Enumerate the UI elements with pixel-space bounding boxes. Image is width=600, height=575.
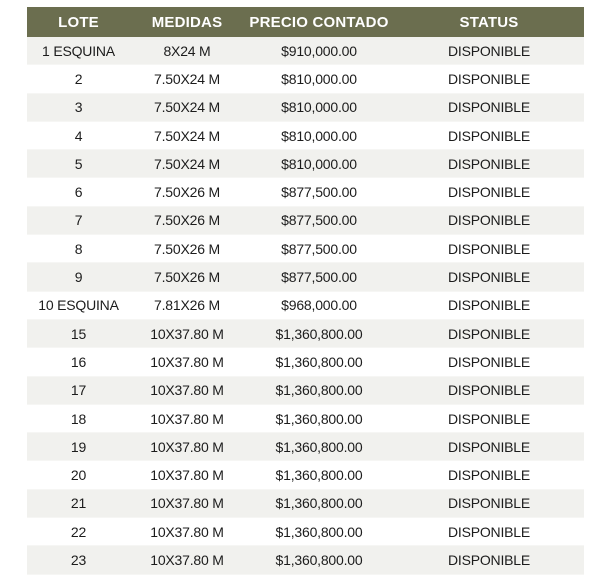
cell-status: DISPONIBLE (394, 319, 584, 347)
price-table (27, 7, 584, 575)
cell-lote: 5 (27, 150, 130, 178)
cell-medidas: 7.50X26 M (130, 206, 244, 234)
cell-precio-contado: $1,360,800.00 (244, 348, 394, 376)
table-row (27, 206, 584, 234)
cell-precio-contado: $877,500.00 (244, 206, 394, 234)
cell-status: DISPONIBLE (394, 235, 584, 263)
cell-medidas: 10X37.80 M (130, 376, 244, 404)
cell-medidas: 7.50X24 M (130, 150, 244, 178)
cell-status: DISPONIBLE (394, 546, 584, 574)
cell-medidas: 7.50X26 M (130, 263, 244, 291)
cell-medidas: 10X37.80 M (130, 348, 244, 376)
cell-medidas: 7.81X26 M (130, 291, 244, 319)
table-body (27, 37, 584, 574)
cell-status: DISPONIBLE (394, 376, 584, 404)
cell-status: DISPONIBLE (394, 291, 584, 319)
header-medidas: MEDIDAS (130, 7, 244, 37)
cell-medidas: 7.50X26 M (130, 235, 244, 263)
header-lote: LOTE (27, 7, 130, 37)
cell-lote: 23 (27, 546, 130, 574)
cell-precio-contado: $877,500.00 (244, 178, 394, 206)
cell-status: DISPONIBLE (394, 150, 584, 178)
cell-precio-contado: $810,000.00 (244, 150, 394, 178)
cell-precio-contado: $810,000.00 (244, 65, 394, 93)
cell-lote: 10 ESQUINA (27, 291, 130, 319)
cell-precio-contado: $968,000.00 (244, 291, 394, 319)
table-header (27, 7, 584, 37)
table-row (27, 235, 584, 263)
cell-lote: 1 ESQUINA (27, 37, 130, 65)
cell-medidas: 8X24 M (130, 37, 244, 65)
cell-status: DISPONIBLE (394, 348, 584, 376)
cell-status: DISPONIBLE (394, 37, 584, 65)
cell-status: DISPONIBLE (394, 206, 584, 234)
cell-lote: 18 (27, 404, 130, 432)
cell-medidas: 7.50X24 M (130, 93, 244, 121)
cell-medidas: 7.50X24 M (130, 121, 244, 149)
cell-status: DISPONIBLE (394, 404, 584, 432)
cell-status: DISPONIBLE (394, 65, 584, 93)
cell-status: DISPONIBLE (394, 489, 584, 517)
table-row (27, 37, 584, 65)
table-row (27, 65, 584, 93)
cell-precio-contado: $1,360,800.00 (244, 433, 394, 461)
cell-status: DISPONIBLE (394, 178, 584, 206)
table-row (27, 546, 584, 574)
cell-precio-contado: $910,000.00 (244, 37, 394, 65)
cell-lote: 16 (27, 348, 130, 376)
cell-status: DISPONIBLE (394, 263, 584, 291)
cell-precio-contado: $1,360,800.00 (244, 546, 394, 574)
table-row (27, 433, 584, 461)
cell-status: DISPONIBLE (394, 93, 584, 121)
cell-status: DISPONIBLE (394, 461, 584, 489)
cell-lote: 2 (27, 65, 130, 93)
cell-lote: 7 (27, 206, 130, 234)
table-row (27, 121, 584, 149)
cell-medidas: 7.50X24 M (130, 65, 244, 93)
cell-precio-contado: $810,000.00 (244, 93, 394, 121)
header-precio-contado: PRECIO CONTADO (244, 7, 394, 37)
cell-medidas: 10X37.80 M (130, 546, 244, 574)
cell-lote: 22 (27, 518, 130, 546)
table-row (27, 150, 584, 178)
cell-precio-contado: $1,360,800.00 (244, 518, 394, 546)
cell-lote: 21 (27, 489, 130, 517)
lot-price-table (27, 7, 584, 575)
header-row (27, 7, 584, 37)
cell-medidas: 10X37.80 M (130, 433, 244, 461)
cell-precio-contado: $877,500.00 (244, 263, 394, 291)
table-row (27, 404, 584, 432)
cell-medidas: 10X37.80 M (130, 489, 244, 517)
header-status: STATUS (394, 7, 584, 37)
cell-precio-contado: $1,360,800.00 (244, 376, 394, 404)
cell-lote: 15 (27, 319, 130, 347)
table-row (27, 348, 584, 376)
table-row (27, 291, 584, 319)
cell-lote: 17 (27, 376, 130, 404)
cell-lote: 20 (27, 461, 130, 489)
cell-medidas: 10X37.80 M (130, 518, 244, 546)
table-row (27, 178, 584, 206)
cell-medidas: 10X37.80 M (130, 404, 244, 432)
cell-lote: 9 (27, 263, 130, 291)
cell-medidas: 10X37.80 M (130, 319, 244, 347)
table-row (27, 263, 584, 291)
cell-status: DISPONIBLE (394, 433, 584, 461)
table-row (27, 319, 584, 347)
cell-lote: 8 (27, 235, 130, 263)
cell-status: DISPONIBLE (394, 121, 584, 149)
cell-medidas: 10X37.80 M (130, 461, 244, 489)
cell-medidas: 7.50X26 M (130, 178, 244, 206)
table-row (27, 489, 584, 517)
cell-precio-contado: $1,360,800.00 (244, 319, 394, 347)
table-row (27, 93, 584, 121)
cell-precio-contado: $1,360,800.00 (244, 461, 394, 489)
cell-precio-contado: $1,360,800.00 (244, 404, 394, 432)
cell-lote: 19 (27, 433, 130, 461)
cell-lote: 3 (27, 93, 130, 121)
table-row (27, 461, 584, 489)
cell-precio-contado: $877,500.00 (244, 235, 394, 263)
cell-status: DISPONIBLE (394, 518, 584, 546)
cell-precio-contado: $810,000.00 (244, 121, 394, 149)
cell-lote: 4 (27, 121, 130, 149)
table-row (27, 518, 584, 546)
cell-precio-contado: $1,360,800.00 (244, 489, 394, 517)
cell-lote: 6 (27, 178, 130, 206)
table-row (27, 376, 584, 404)
